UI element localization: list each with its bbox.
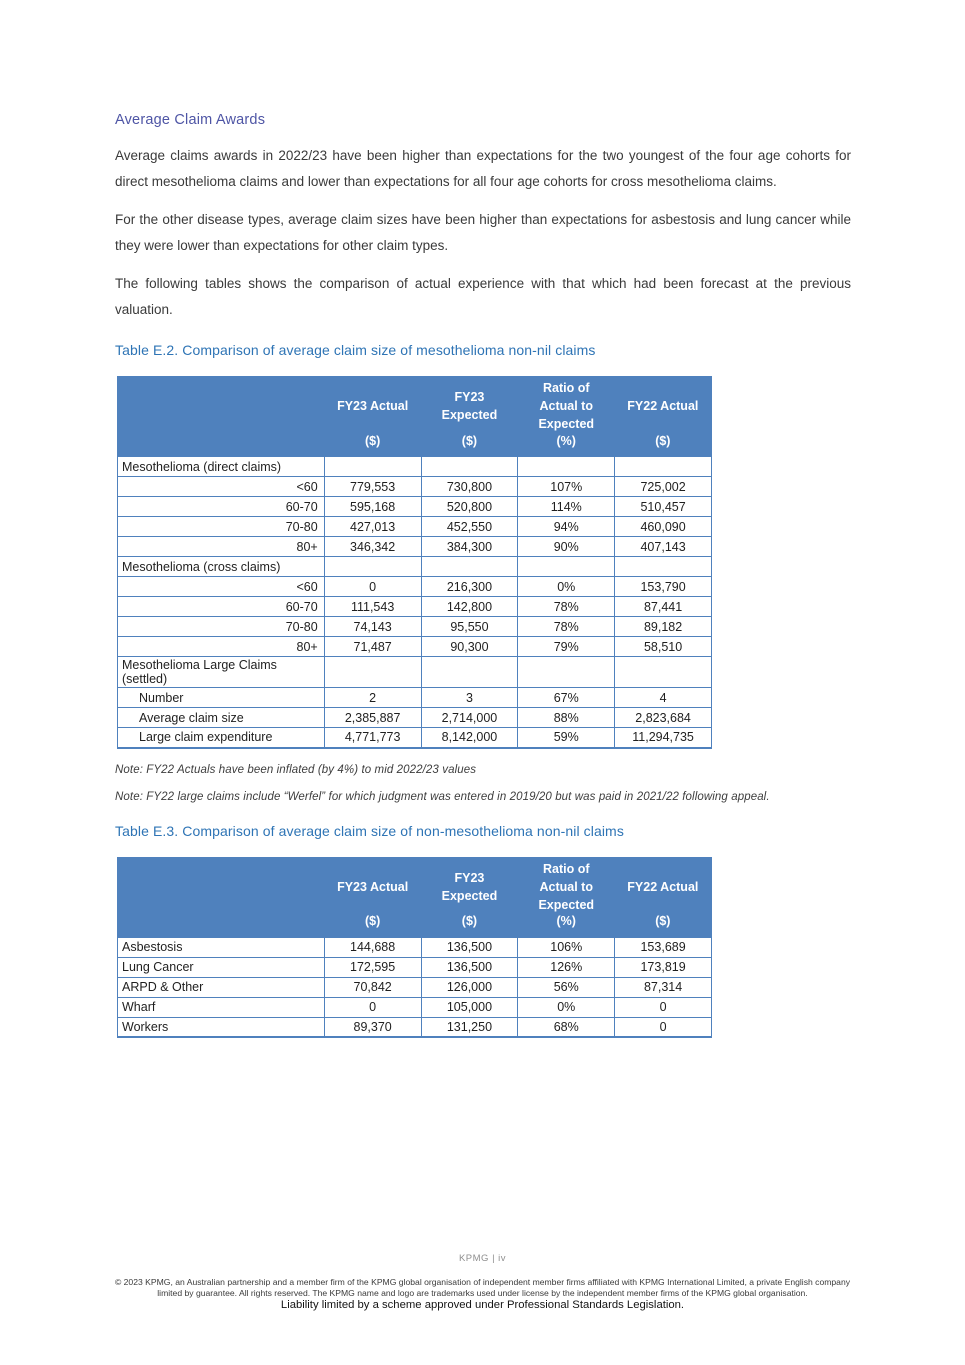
value-cell: 725,002: [615, 477, 712, 497]
value-cell: 74,143: [324, 617, 421, 637]
value-cell: 70,842: [324, 977, 421, 997]
value-cell: 136,500: [421, 957, 518, 977]
row-label: Large claim expenditure: [118, 728, 325, 748]
section-heading: Average Claim Awards: [115, 112, 266, 128]
value-cell: 59%: [518, 728, 615, 748]
unit-header: ($): [421, 914, 518, 937]
value-cell: 0: [615, 1017, 712, 1037]
unit-header-blank: [118, 914, 325, 937]
value-cell: [518, 657, 615, 688]
value-cell: 173,819: [615, 957, 712, 977]
table-e3: [117, 857, 712, 1039]
value-cell: 144,688: [324, 937, 421, 957]
row-label: Mesothelioma (cross claims): [118, 557, 325, 577]
table-row: [118, 497, 712, 517]
value-cell: 126,000: [421, 977, 518, 997]
paragraph: For the other disease types, average claim sizes have been higher than expectations for asbestosis and lung cancer while they were lower than expectations for other claim types.: [115, 212, 851, 253]
value-cell: 58,510: [615, 637, 712, 657]
value-cell: 2: [324, 688, 421, 708]
units-row: [118, 434, 712, 457]
value-cell: 520,800: [421, 497, 518, 517]
value-cell: 407,143: [615, 537, 712, 557]
unit-header: (%): [518, 434, 615, 457]
column-header: FY23 Expected: [421, 377, 518, 434]
column-header: Ratio of Actual to Expected: [518, 857, 615, 914]
value-cell: 88%: [518, 708, 615, 728]
value-cell: [518, 457, 615, 477]
value-cell: 131,250: [421, 1017, 518, 1037]
row-label: 70-80: [118, 617, 325, 637]
value-cell: 105,000: [421, 997, 518, 1017]
value-cell: 68%: [518, 1017, 615, 1037]
value-cell: 0%: [518, 577, 615, 597]
table-row: [118, 517, 712, 537]
unit-header: ($): [324, 914, 421, 937]
value-cell: 56%: [518, 977, 615, 997]
value-cell: 510,457: [615, 497, 712, 517]
table-e2: [117, 376, 712, 749]
value-cell: 78%: [518, 597, 615, 617]
value-cell: 0: [324, 997, 421, 1017]
unit-header-blank: [118, 434, 325, 457]
value-cell: [324, 657, 421, 688]
value-cell: 90%: [518, 537, 615, 557]
value-cell: 89,370: [324, 1017, 421, 1037]
row-label: 70-80: [118, 517, 325, 537]
column-header: FY23 Actual: [324, 857, 421, 914]
row-label: ARPD & Other: [118, 977, 325, 997]
row-label: 60-70: [118, 497, 325, 517]
table-row: [118, 637, 712, 657]
unit-header: ($): [324, 434, 421, 457]
value-cell: 95,550: [421, 617, 518, 637]
value-cell: 142,800: [421, 597, 518, 617]
value-cell: [421, 657, 518, 688]
value-cell: 87,314: [615, 977, 712, 997]
column-header: FY23 Expected: [421, 857, 518, 914]
units-row: [118, 914, 712, 937]
value-cell: 107%: [518, 477, 615, 497]
value-cell: 0: [324, 577, 421, 597]
row-label: Wharf: [118, 997, 325, 1017]
row-label: Mesothelioma Large Claims (settled): [118, 657, 325, 688]
value-cell: 136,500: [421, 937, 518, 957]
row-label: 80+: [118, 537, 325, 557]
value-cell: 79%: [518, 637, 615, 657]
unit-header: ($): [615, 434, 712, 457]
value-cell: 106%: [518, 937, 615, 957]
value-cell: 452,550: [421, 517, 518, 537]
column-header: FY23 Actual: [324, 377, 421, 434]
value-cell: 4,771,773: [324, 728, 421, 748]
footer-liability: Liability limited by a scheme approved under Professional Standards Legislation.: [280, 1299, 685, 1311]
table-row: [118, 557, 712, 577]
value-cell: 89,182: [615, 617, 712, 637]
value-cell: [615, 557, 712, 577]
unit-header: (%): [518, 914, 615, 937]
value-cell: 114%: [518, 497, 615, 517]
row-label: Workers: [118, 1017, 325, 1037]
column-header-blank: [118, 377, 325, 434]
row-label: Average claim size: [118, 708, 325, 728]
value-cell: 126%: [518, 957, 615, 977]
value-cell: [324, 457, 421, 477]
value-cell: [421, 457, 518, 477]
row-label: <60: [118, 477, 325, 497]
value-cell: 153,689: [615, 937, 712, 957]
value-cell: 71,487: [324, 637, 421, 657]
value-cell: 78%: [518, 617, 615, 637]
value-cell: 87,441: [615, 597, 712, 617]
table-row: [118, 577, 712, 597]
footer-pagination: KPMG | iv: [458, 1253, 507, 1264]
unit-header: ($): [421, 434, 518, 457]
table-row: [118, 937, 712, 957]
value-cell: 2,385,887: [324, 708, 421, 728]
table-note: Note: FY22 large claims include “Werfel” for which judgment was entered in 2019/20 but was paid in 2021/22 following appeal.: [115, 790, 770, 803]
value-cell: 2,714,000: [421, 708, 518, 728]
value-cell: 172,595: [324, 957, 421, 977]
row-label: 60-70: [118, 597, 325, 617]
row-label: Asbestosis: [118, 937, 325, 957]
value-cell: [324, 557, 421, 577]
header-row: [118, 377, 712, 434]
page-content: [115, 112, 851, 1038]
header-row: [118, 857, 712, 914]
unit-header: ($): [615, 914, 712, 937]
table-row: [118, 688, 712, 708]
value-cell: 111,543: [324, 597, 421, 617]
value-cell: 216,300: [421, 577, 518, 597]
value-cell: 3: [421, 688, 518, 708]
value-cell: 460,090: [615, 517, 712, 537]
row-label: Lung Cancer: [118, 957, 325, 977]
table-row: [118, 477, 712, 497]
value-cell: [421, 557, 518, 577]
row-label: Mesothelioma (direct claims): [118, 457, 325, 477]
value-cell: 595,168: [324, 497, 421, 517]
value-cell: 779,553: [324, 477, 421, 497]
paragraph: Average claims awards in 2022/23 have been higher than expectations for the two youngest of the four age cohorts for direct mesothelioma claims and lower than expectations for all four age cohorts for cross mesothelioma claims.: [115, 148, 851, 189]
value-cell: [615, 657, 712, 688]
paragraph: The following tables shows the comparison of actual experience with that which had been forecast at the previous valuation.: [115, 276, 851, 317]
value-cell: 11,294,735: [615, 728, 712, 748]
table-note: Note: FY22 Actuals have been inflated (by 4%) to mid 2022/23 values: [115, 763, 477, 776]
value-cell: 0: [615, 997, 712, 1017]
value-cell: 94%: [518, 517, 615, 537]
table-e3-title: Table E.3. Comparison of average claim size of non-mesothelioma non-nil claims: [115, 822, 624, 839]
table-row: [118, 617, 712, 637]
table-row: [118, 657, 712, 688]
value-cell: 4: [615, 688, 712, 708]
value-cell: 153,790: [615, 577, 712, 597]
column-header: FY22 Actual: [615, 857, 712, 914]
value-cell: 90,300: [421, 637, 518, 657]
footer-copyright: © 2023 KPMG, an Australian partnership and a member firm of the KPMG global organisation of independent member firms affiliated with KPMG International Limited, a private English company limited by guarantee. All rights reserved. The KPMG name and logo are trademarks used under license by the independent member firms of the KPMG global organisation.: [114, 1277, 851, 1298]
value-cell: [615, 457, 712, 477]
value-cell: 8,142,000: [421, 728, 518, 748]
table-row: [118, 708, 712, 728]
table-row: [118, 728, 712, 748]
value-cell: 0%: [518, 997, 615, 1017]
table-e2-title: Table E.2. Comparison of average claim size of mesothelioma non-nil claims: [115, 342, 596, 358]
value-cell: 346,342: [324, 537, 421, 557]
value-cell: 730,800: [421, 477, 518, 497]
value-cell: 384,300: [421, 537, 518, 557]
row-label: 80+: [118, 637, 325, 657]
table-row: [118, 597, 712, 617]
value-cell: 427,013: [324, 517, 421, 537]
column-header: Ratio of Actual to Expected: [518, 377, 615, 434]
value-cell: 2,823,684: [615, 708, 712, 728]
value-cell: [518, 557, 615, 577]
table-row: [118, 537, 712, 557]
table-row: [118, 997, 712, 1017]
column-header: FY22 Actual: [615, 377, 712, 434]
table-row: [118, 957, 712, 977]
column-header-blank: [118, 857, 325, 914]
table-row: [118, 1017, 712, 1037]
table-row: [118, 457, 712, 477]
row-label: <60: [118, 577, 325, 597]
table-row: [118, 977, 712, 997]
value-cell: 67%: [518, 688, 615, 708]
row-label: Number: [118, 688, 325, 708]
